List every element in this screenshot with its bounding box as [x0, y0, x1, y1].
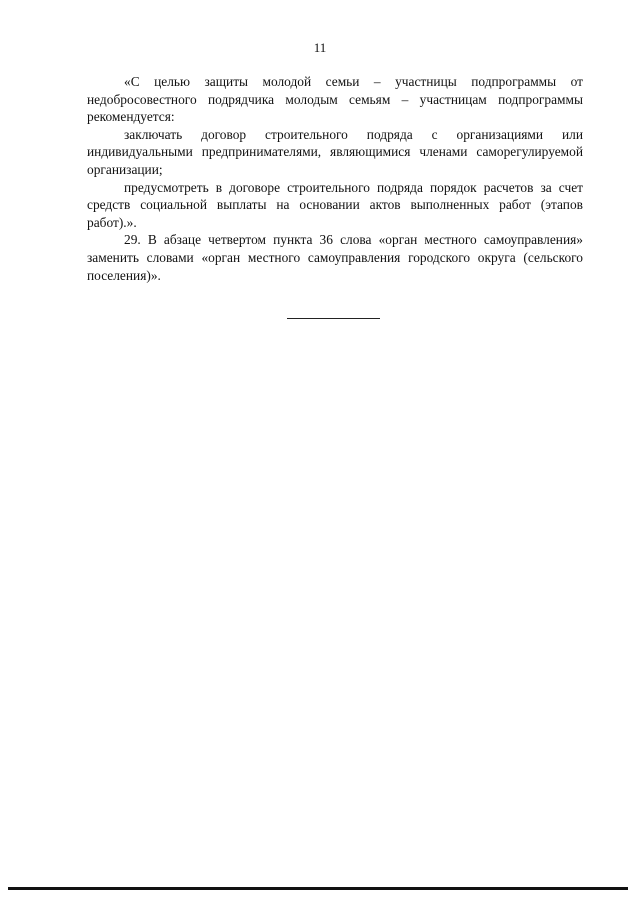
paragraph-payment: предусмотреть в договоре строительного подряда порядок расчетов за счет средств социальной выплаты на основании актов выполненных работ (этапов работ).».	[87, 179, 583, 230]
page-number: 11	[313, 40, 327, 55]
paragraph-contract: заключать договор строительного подряда с организациями или индивидуальными предпринимателями, являющимися членами саморегулируемой организации;	[87, 126, 583, 177]
document-body	[87, 73, 583, 284]
paragraph-item-29: 29. В абзаце четвертом пункта 36 слова «орган местного самоуправления» заменить словами «орган местного самоуправления городского округа (сельского поселения)».	[87, 232, 583, 283]
paragraph-intro: «С целью защиты молодой семьи – участницы подпрограммы от недобросовестного подрядчика молодым семьям – участницам подпрограммы рекомендуется:	[87, 74, 583, 125]
section-separator-line	[287, 318, 380, 319]
page-bottom-border	[8, 887, 628, 890]
